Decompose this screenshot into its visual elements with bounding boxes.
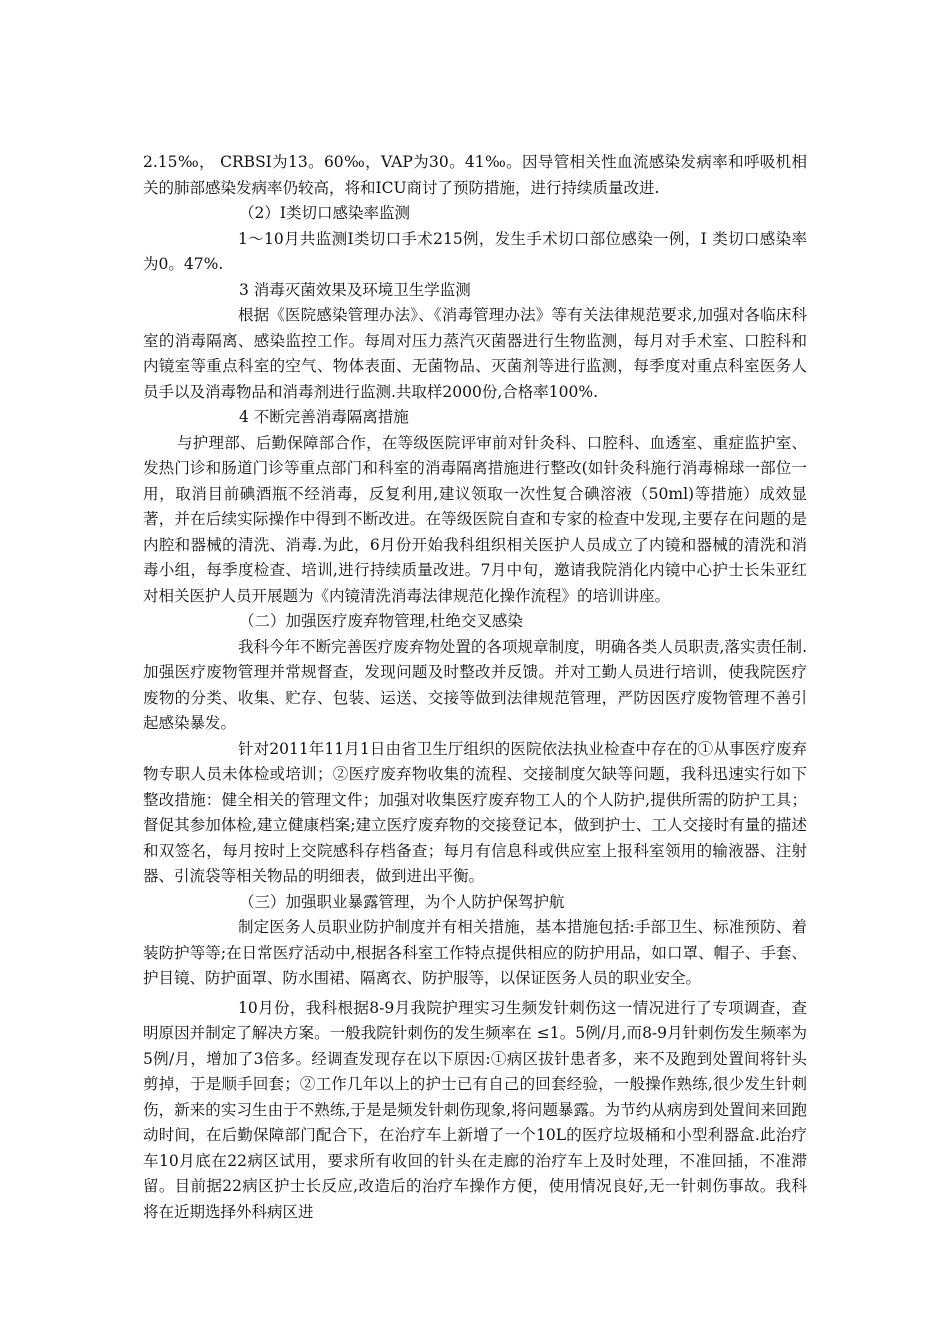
section-heading-isolation-measures: 4 不断完善消毒隔离措施 [239, 408, 409, 426]
section-heading-medical-waste: （二）加强医疗废弃物管理,杜绝交叉感染 [239, 612, 523, 630]
section-heading-disinfection-monitoring: 3 消毒灭菌效果及环境卫生学监测 [239, 280, 471, 299]
paragraph-isolation-measures: 与护理部、后勤保障部合作，在等级医院评审前对针灸科、口腔科、血透室、重症监护室、发热门诊和肠道门诊等重点部门和科室的消毒隔离措施进行整改(如针灸科施行消毒棉球一部位一用，取消目前碘酒瓶不经消毒，反复利用,建议领取一次性复合碘溶液（50ml)等措施）成效显著，并在后续实际操作中得到不断改进。在等级医院自查和专家的检查中发现,主要存在问题的是内腔和器械的清洗、消毒.为此，6月份开始我科组织相关医护人员成立了内镜和器械的清洗和消毒小组，每季度检查、培训,进行持续质量改进。7月中旬，邀请我院消化内镜中心护士长朱亚红对相关医护人员开展题为《内镜清洗消毒法律规范化操作流程》的培训讲座。 [143, 433, 807, 605]
section-heading-occupational-exposure: （三）加强职业暴露管理，为个人防护保驾护航 [239, 892, 565, 911]
paragraph-occupational-protection: 制定医务人员职业防护制度并有相关措施，基本措施包括:手部卫生、标准预防、着装防护等等;在日常医疗活动中,根据各科室工作特点提供相应的防护用品，如口罩、帽子、手套、护目镜、防护面罩、防水围裙、隔离衣、防护服等，以保证医务人员的职业安全。 [143, 918, 807, 987]
paragraph-medical-waste-rules: 我科今年不断完善医疗废弃物处置的各项规章制度，明确各类人员职责,落实责任制.加强医疗废物管理并常规督查，发现问题及时整改并反馈。并对工勤人员进行培训，使我院医疗废物的分类、收集、贮存、包装、运送、交接等做到法律规范管理，严防因医疗废物管理不善引起感染暴发。 [143, 637, 807, 732]
paragraph-incision-monitoring: 1～10月共监测Ⅰ类切口手术215例，发生手术切口部位感染一例，Ⅰ 类切口感染率为0。47%. [143, 229, 807, 273]
paragraph-needlestick-survey: 10月份，我科根据8-9月我院护理实习生频发针刺伤这一情况进行了专项调查，查明原因并制定了解决方案。一般我院针刺伤的发生频率在 ≤1。5例/月,而8-9月针刺伤发生频率为 5例/月，增加了3倍多。经调查发现存在以下原因:①病区拔针患者多，来不及跑到处置间将针头剪掉，于是顺手回套；②工作几年以上的护士已有自己的回套经验，一般操作熟练,很少发生针刺伤，新来的实习生由于不熟练,于是是频发针刺伤现象,将问题暴露。为节约从病房到处置间来回跑动时间，在后勤保障部门配合下，在治疗车上新增了一个10L的医疗垃圾桶和小型利器盒.此治疗车10月底在22病区试用，要求所有收回的针头在走廊的治疗车上及时处理，不准回插，不准滞留。目前据22病区护士长反应,改造后的治疗车操作方便，使用情况良好,无一针刺伤事故。我科将在近期选择外科病区进 [143, 998, 808, 1221]
paragraph-disinfection-monitoring: 根据《医院感染管理办法》、《消毒管理办法》等有关法律规范要求,加强对各临床科室的消毒隔离、感染监控工作。每周对压力蒸汽灭菌器进行生物监测，每月对手术室、口腔科和内镜室等重点科室的空气、物体表面、无菌物品、灭菌剂等进行监测，每季度对重点科室医务人员手以及消毒物品和消毒剂进行监测.共取样2000份,合格率100%. [143, 306, 807, 401]
paragraph-medical-waste-rectification: 针对2011年11月1日由省卫生厅组织的医院依法执业检查中存在的①从事医疗废弃物专职人员未体检或培训；②医疗废弃物收集的流程、交接制度欠缺等问题，我科迅速实行如下整改措施：健全相关的管理文件；加强对收集医疗废弃物工人的个人防护,提供所需的防护工具；督促其参加体检,建立健康档案;建立医疗废弃物的交接登记本，做到护士、工人交接时有量的描述和双签名，每月按时上交院感科存档备查；每月有信息科或供应室上报科室领用的输液器、注射器、引流袋等相关物品的明细表，做到进出平衡。 [143, 739, 807, 885]
document-body [143, 150, 807, 1225]
section-heading-class1-incision: （2）Ⅰ类切口感染率监测 [239, 204, 410, 222]
paragraph-continuation: 2.15‰， CRBSI为13。60‰，VAP为30。41‰。因导管相关性血流感染发病率和呼吸机相关的肺部感染发病率仍较高，将和ICU商讨了预防措施，进行持续质量改进. [143, 153, 807, 197]
